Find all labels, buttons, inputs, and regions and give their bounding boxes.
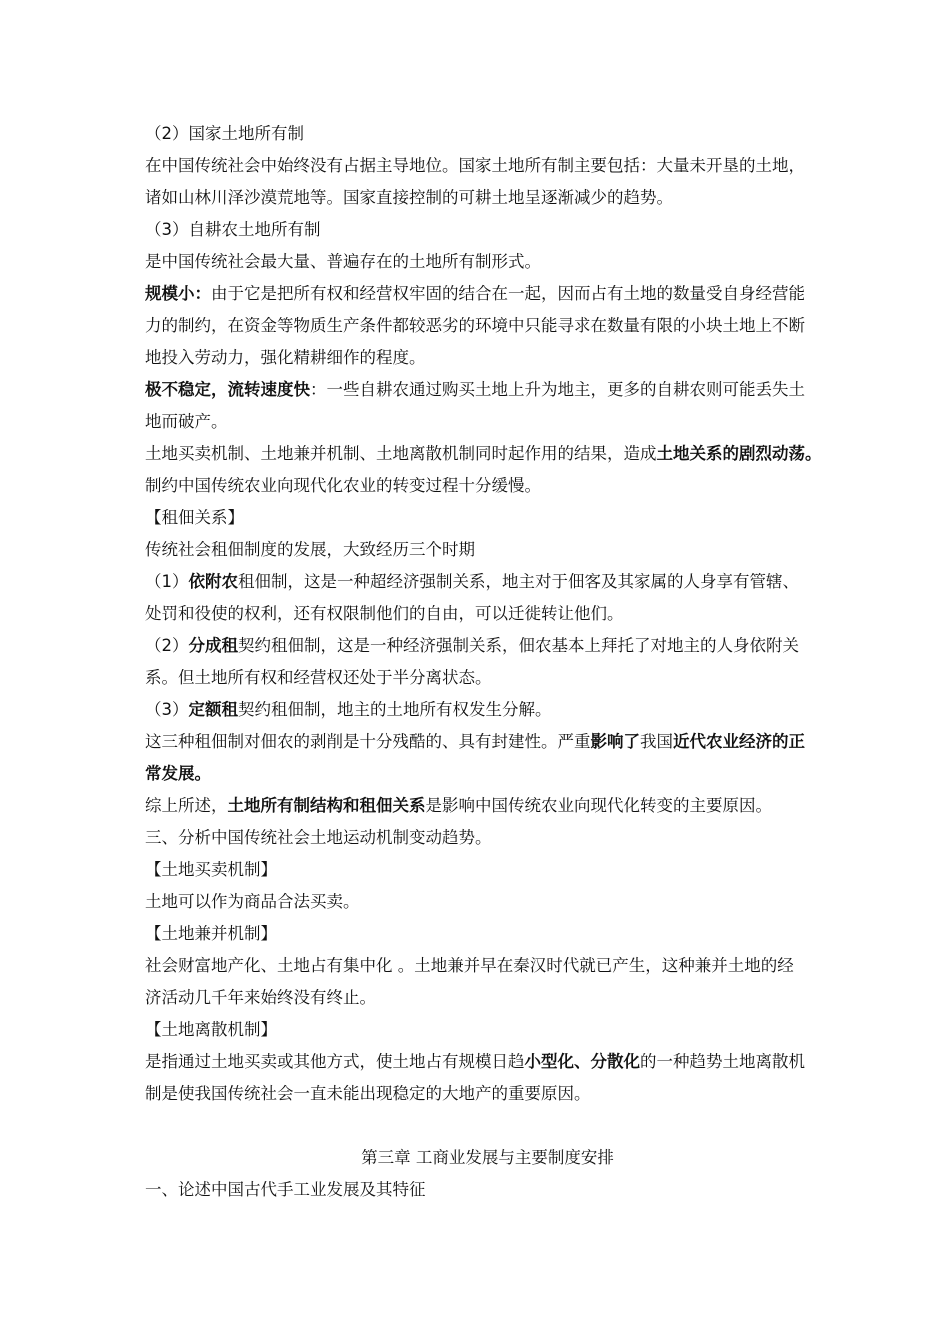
subsection-heading: 【土地离散机制】	[145, 1020, 277, 1039]
section-heading: （3）自耕农土地所有制	[145, 220, 321, 239]
chapter-title: 第三章 工商业发展与主要制度安排	[361, 1148, 614, 1167]
paragraph-line: 制约中国传统农业向现代化农业的转变过程十分缓慢。	[145, 476, 541, 495]
paragraph-line	[145, 566, 810, 598]
paragraph-text: 土地买卖机制、土地兼并机制、土地离散机制同时起作用的结果，造成	[145, 444, 657, 463]
part-heading: 三、分析中国传统社会土地运动机制变动趋势。	[145, 828, 492, 847]
bold-term: 依附农	[188, 572, 238, 591]
paragraph-line: 地而破产。	[145, 412, 228, 431]
paragraph-text: 的一种趋势土地离散机	[640, 1052, 805, 1071]
bold-term: 小型化、分散化	[524, 1052, 640, 1071]
list-marker: （1）	[145, 572, 189, 591]
list-marker: （3）	[145, 700, 189, 719]
subsection-heading: 【土地买卖机制】	[145, 860, 277, 879]
bold-term: 极不稳定，流转速度快	[145, 380, 310, 399]
bold-term: 定额租	[188, 700, 238, 719]
paragraph-line	[145, 278, 810, 310]
part-heading: 一、论述中国古代手工业发展及其特征	[145, 1180, 426, 1199]
list-marker: （2）	[145, 636, 189, 655]
paragraph-text: 这三种租佃制对佃农的剥削是十分残酷的、具有封建性。严重	[145, 732, 591, 751]
bold-term: 规模小：	[145, 284, 211, 303]
paragraph-text: 契约租佃制，地主的土地所有权发生分解。	[238, 700, 552, 719]
subsection-heading: 【租佃关系】	[145, 508, 244, 527]
paragraph-line: 制是使我国传统社会一直未能出现稳定的大地产的重要原因。	[145, 1084, 591, 1103]
paragraph-line	[145, 790, 810, 822]
subsection-heading: 【土地兼并机制】	[145, 924, 277, 943]
paragraph-text: 契约租佃制，这是一种经济强制关系，佃农基本上拜托了对地主的人身依附关	[238, 636, 799, 655]
paragraph-line	[145, 758, 810, 790]
paragraph-line: 社会财富地产化、土地占有集中化 。土地兼并早在秦汉时代就已产生，这种兼并土地的经	[145, 956, 794, 975]
paragraph-text: 由于它是把所有权和经营权牢固的结合在一起，因而占有土地的数量受自身经营能	[211, 284, 805, 303]
paragraph-line: 力的制约，在资金等物质生产条件都较恶劣的环境中只能寻求在数量有限的小块土地上不断	[145, 316, 805, 335]
paragraph-line	[145, 1046, 810, 1078]
paragraph-line: 传统社会租佃制度的发展，大致经历三个时期	[145, 540, 475, 559]
paragraph-line: 济活动几千年来始终没有终止。	[145, 988, 376, 1007]
paragraph-text: 是指通过土地买卖或其他方式，使土地占有规模日趋	[145, 1052, 525, 1071]
paragraph-text: 是影响中国传统农业向现代化转变的主要原因。	[425, 796, 772, 815]
paragraph-line: 诸如山林川泽沙漠荒地等。国家直接控制的可耕土地呈逐渐减少的趋势。	[145, 188, 673, 207]
section-heading: （2）国家土地所有制	[145, 124, 304, 143]
paragraph-line: 系。但土地所有权和经营权还处于半分离状态。	[145, 668, 492, 687]
bold-term: 土地所有制结构和租佃关系	[227, 796, 426, 815]
bold-term: 常发展。	[145, 764, 211, 783]
paragraph-line: 在中国传统社会中始终没有占据主导地位。国家土地所有制主要包括：大量未开垦的土地，	[145, 156, 805, 175]
paragraph-text: 综上所述，	[145, 796, 228, 815]
bold-term: 分成租	[188, 636, 238, 655]
paragraph-line	[145, 630, 810, 662]
paragraph-text: ：一些自耕农通过购买土地上升为地主，更多的自耕农则可能丢失土	[310, 380, 805, 399]
paragraph-line	[145, 726, 810, 758]
paragraph-line	[145, 374, 810, 406]
bold-term: 近代农业经济的正	[673, 732, 805, 751]
bold-term: 影响了	[590, 732, 640, 751]
bold-term: 土地关系的剧烈动荡。	[656, 444, 822, 463]
paragraph-line: 处罚和役使的权利，还有权限制他们的自由，可以迁徙转让他们。	[145, 604, 624, 623]
paragraph-text: 我国	[640, 732, 673, 751]
paragraph-line	[145, 694, 810, 726]
paragraph-line	[145, 438, 822, 470]
document-body	[145, 118, 822, 1206]
paragraph-line: 是中国传统社会最大量、普遍存在的土地所有制形式。	[145, 252, 541, 271]
paragraph-text: 租佃制，这是一种超经济强制关系，地主对于佃客及其家属的人身享有管辖、	[238, 572, 799, 591]
paragraph-line: 土地可以作为商品合法买卖。	[145, 892, 360, 911]
paragraph-line: 地投入劳动力，强化精耕细作的程度。	[145, 348, 426, 367]
